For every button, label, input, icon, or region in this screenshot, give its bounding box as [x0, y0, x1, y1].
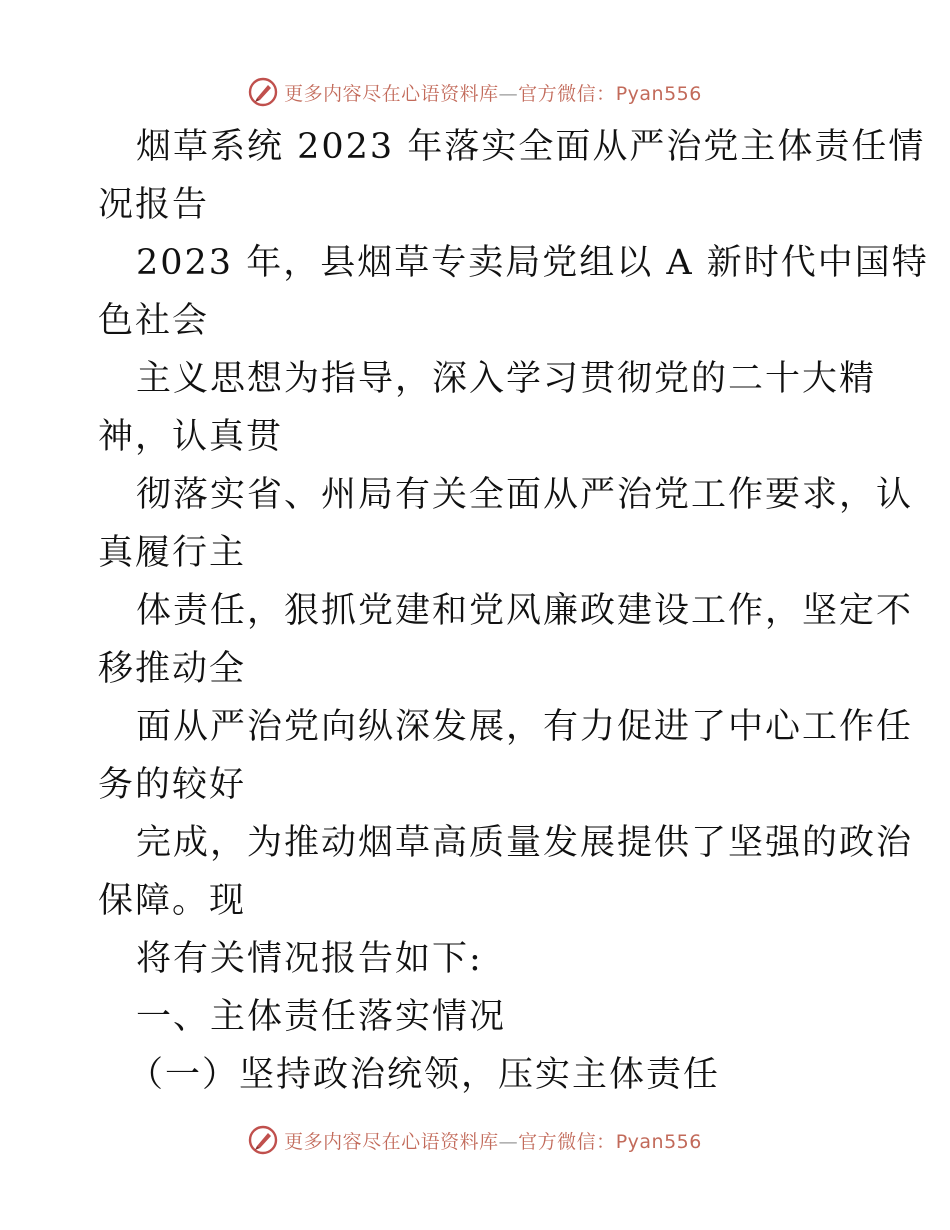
paragraph-line: 色社会: [98, 301, 210, 341]
title-line-2: 况报告: [98, 185, 210, 225]
watermark-wechat-id: Pyan556: [615, 82, 702, 105]
paragraph-line: 务的较好: [98, 765, 247, 805]
paragraph-line: 将有关情况报告如下:: [136, 939, 483, 979]
watermark-footer: [0, 1120, 950, 1160]
subsection-heading: （一）坚持政治统领，压实主体责任: [128, 1055, 721, 1095]
watermark-header: [0, 72, 950, 112]
paragraph-line: 真履行主: [98, 533, 247, 573]
watermark-separator: —: [498, 82, 519, 105]
paragraph-line: 移推动全: [98, 649, 247, 689]
paragraph-line: 面从严治党向纵深发展，有力促进了中心工作任: [136, 707, 914, 747]
watermark-separator: —: [498, 1130, 519, 1153]
paragraph-line: 神，认真贯: [98, 417, 284, 457]
document-body: [98, 118, 929, 1104]
watermark-wechat-id: Pyan556: [615, 1130, 702, 1153]
watermark-main-text: 更多内容尽在心语资料库: [284, 82, 499, 105]
pen-logo-icon: [248, 1125, 278, 1155]
pen-logo-icon: [248, 77, 278, 107]
paragraph-line: 2023 年，县烟草专卖局党组以 A 新时代中国特: [136, 243, 929, 283]
paragraph-line: 完成，为推动烟草高质量发展提供了坚强的政治: [136, 823, 914, 863]
section-heading: 一、主体责任落实情况: [136, 997, 507, 1037]
paragraph-line: 保障。现: [98, 881, 247, 921]
paragraph-line: 彻落实省、州局有关全面从严治党工作要求，认: [136, 475, 914, 515]
paragraph-line: 体责任，狠抓党建和党风廉政建设工作，坚定不: [136, 591, 914, 631]
paragraph-line: 主义思想为指导，深入学习贯彻党的二十大精: [136, 359, 877, 399]
watermark-main-text: 更多内容尽在心语资料库: [284, 1130, 499, 1153]
watermark-contact-label: 官方微信：: [518, 82, 616, 105]
watermark-contact-label: 官方微信：: [518, 1130, 616, 1153]
title-line-1: 烟草系统 2023 年落实全面从严治党主体责任情: [136, 127, 926, 167]
